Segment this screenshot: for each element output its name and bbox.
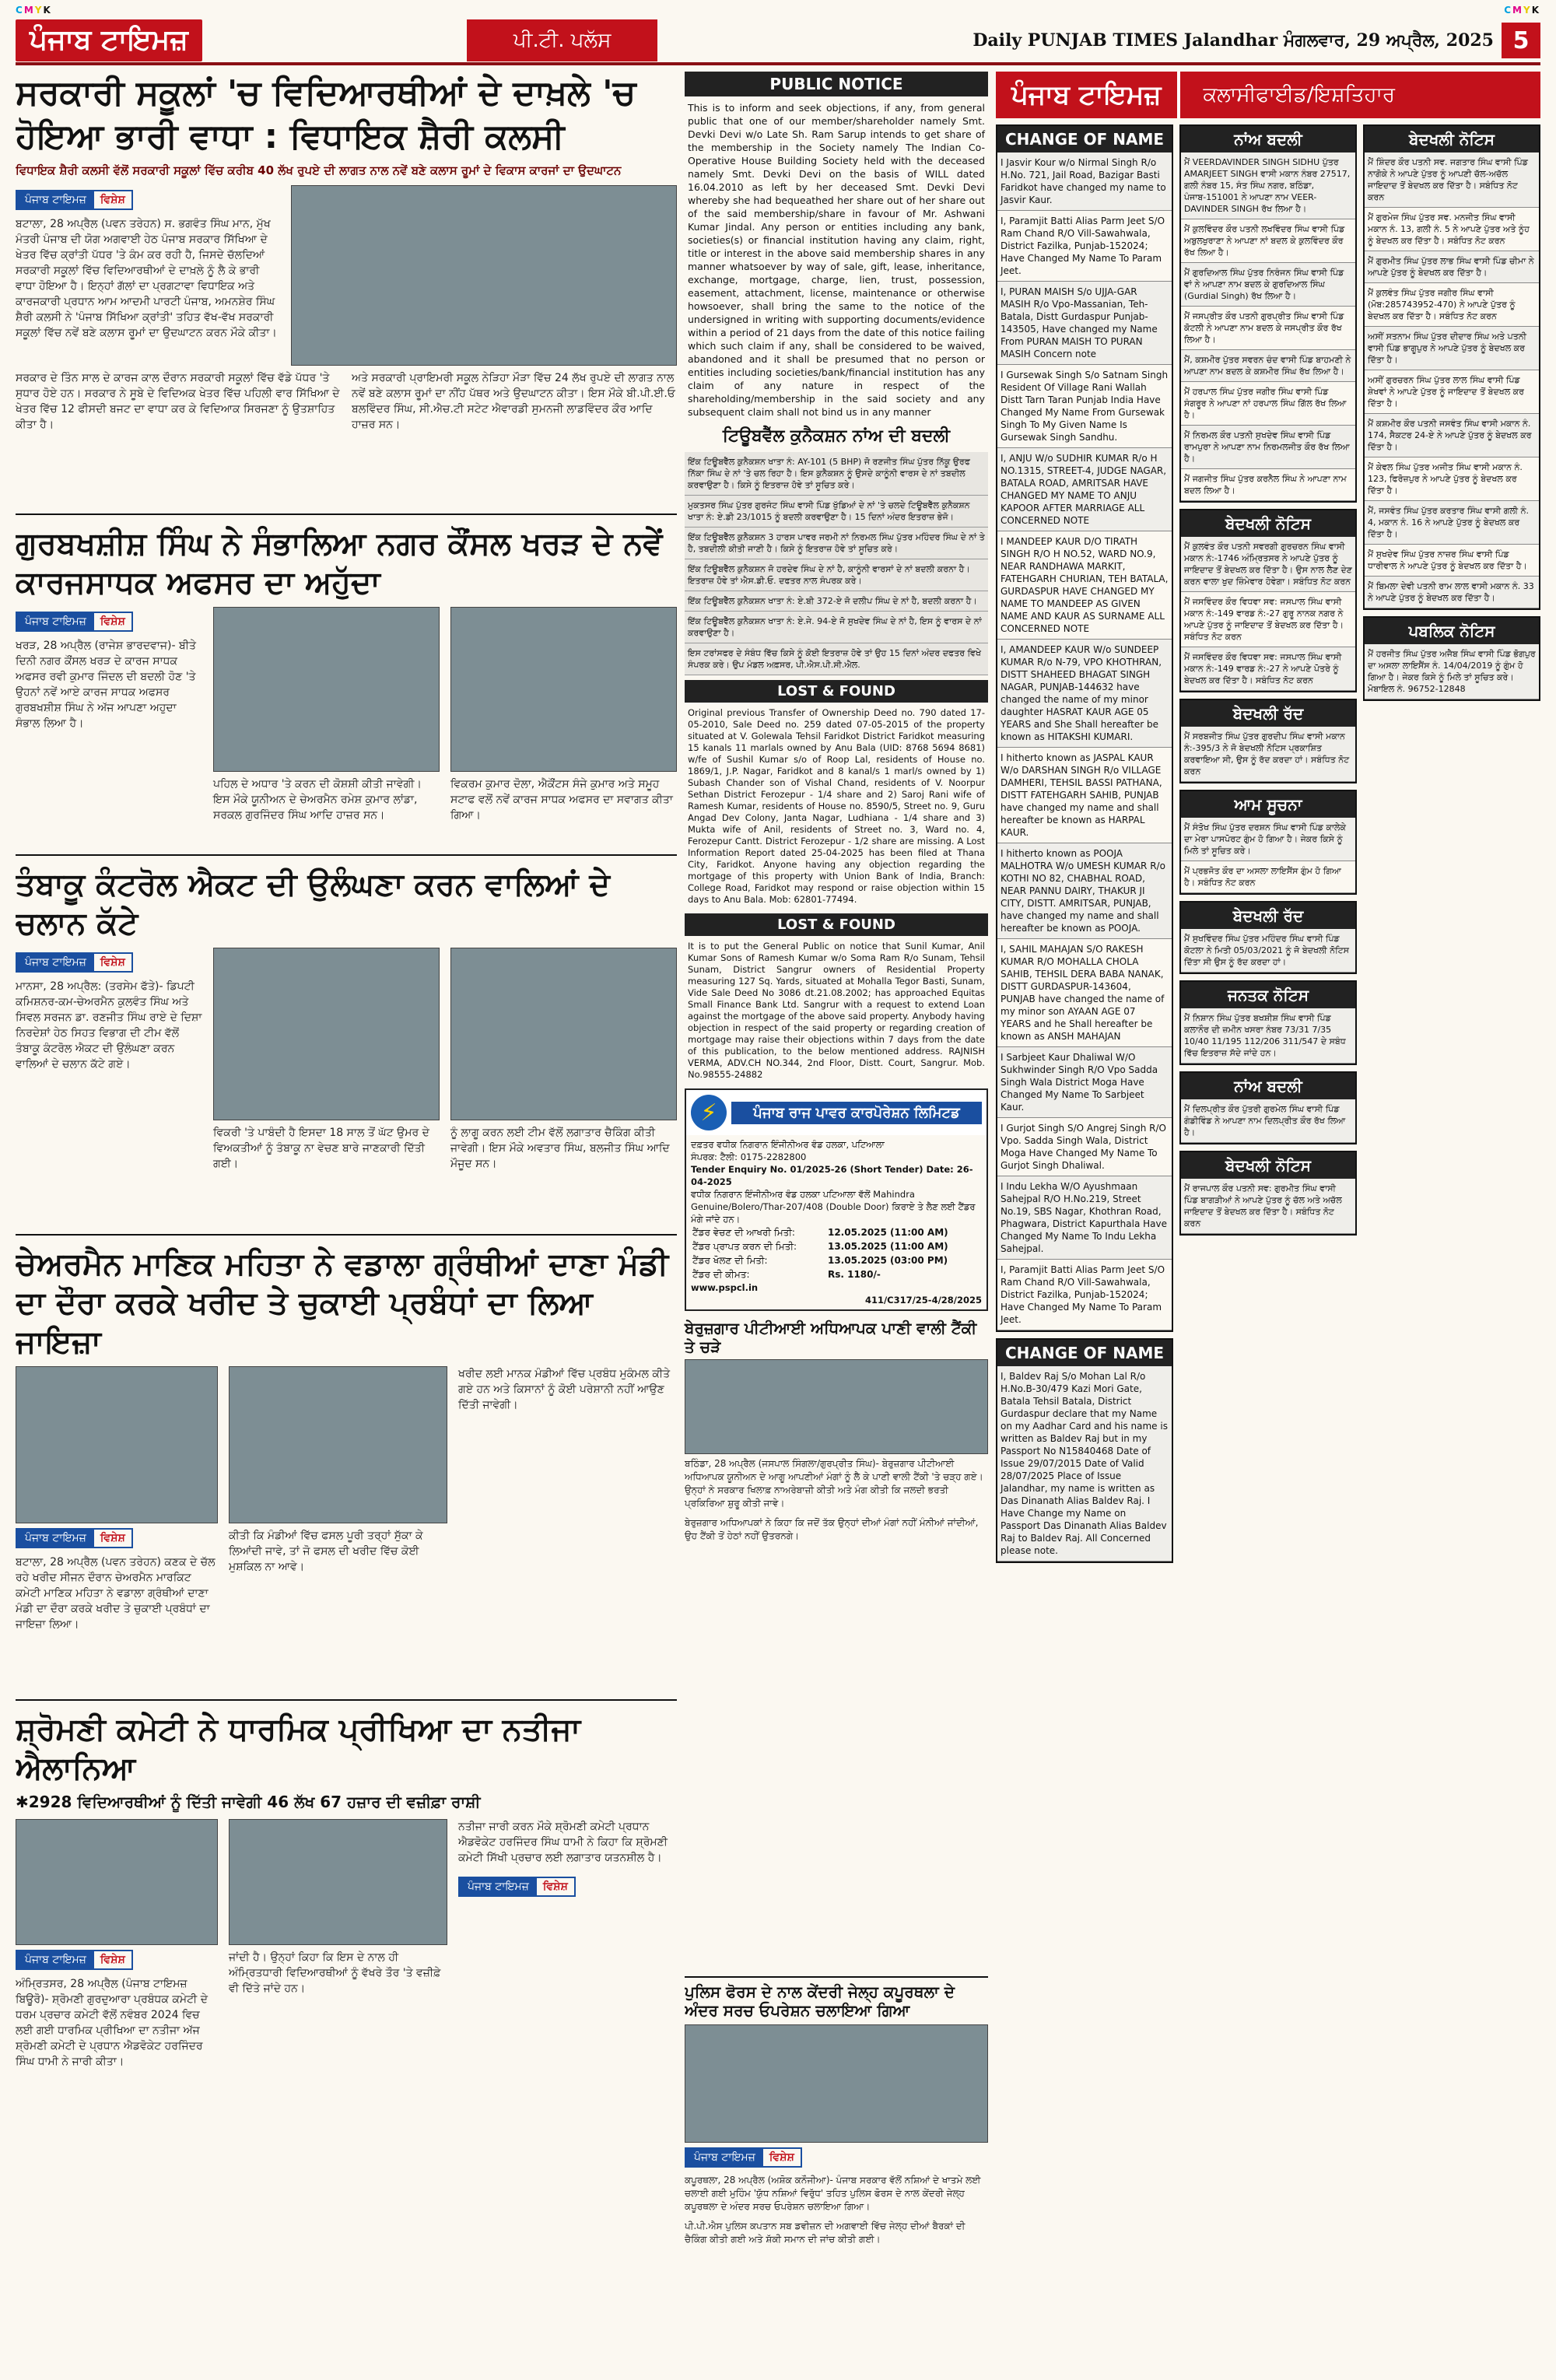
divider (16, 854, 677, 856)
lost-found-body: Original previous Transfer of Ownership Deed no. 790 dated 17-05-2010, Sale Deed no. 259 dated 07-05-2015 of the property situated at V. Golewala Tehsil Faridkot District Faridkot measuring 15 kanals 11 marlals owned by Anu Bala (UID: 8768 5694 8681) w/fe of Sushil Kumar s/o of Roop Lal, residents of House no. 1869/1, J.P. Nagar, Faridkot and 8 kanal/s 1 marl/s owned by 1) Subash Chander son of Vishal Chand, residents of V. Noorpur Sethan District Ferozepur - 1/4 share and 2) Saroj Rani wife of Ramesh Kumar, residents of House no. 8590/5, Street no. 9, Guru Angad Dev Colony, Janta Nagar, Ludhiana - 1/4 share and 3) Mukta wife of Anil, residents of Street no. 3, Ward no. 4, Ferozepur Cantt. District Ferozepur - 1/2 share are missing. A Lost Information Report dated 25-04-2025 has been filed at Thana City, Faridkot. Anyone having any objection regarding the mortgage of this property with Union Bank of India, Branch: College Road, Faridkot may respond or raise objection within 15 days to Anu Bala. Mob: 62801-77494. (688, 707, 985, 905)
list-item: I Gursewak Singh S/o Satnam Singh Resident Of Village Rani Wallah Distt Tarn Taran Punjab India Have Changed My Name From Gursewak Singh To My Given Name Is Gursewak Singh Sandhu. (997, 365, 1172, 448)
paragraph: ਮਾਨਸਾ, 28 ਅਪ੍ਰੈਲ: (ਤਰਸੇਮ ਫੱਤੇ)- ਡਿਪਟੀ ਕਮਿਸ਼ਨਰ-ਕਮ-ਚੇਅਰਮੈਨ ਕੁਲਵੰਤ ਸਿੰਘ ਅਤੇ ਸਿਵਲ ਸਰਜਨ ਡਾ. ਰਣਜੀਤ ਸਿੰਘ ਰਾਏ ਦੇ ਦਿਸ਼ਾ ਨਿਰਦੇਸ਼ਾਂ ਹੇਠ ਸਿਹਤ ਵਿਭਾਗ ਦੀ ਟੀਮ ਵੱਲੋਂ ਤੰਬਾਕੂ ਕੰਟਰੋਲ ਐਕਟ ਦੀ ਉਲੰਘਣਾ ਕਰਨ ਵਾਲਿਆਂ ਦੇ ਚਲਾਨ ਕੱਟੇ ਗਏ। (16, 980, 202, 1071)
tender-text: ਵਧੀਕ ਨਿਗਰਾਨ ਇੰਜੀਨੀਅਰ ਵੰਡ ਹਲਕਾ ਪਟਿਆਲਾ ਵੱਲੋਂ Mahindra Genuine/Bolero/Thar-207/408 (Double Door) ਕਿਰਾਏ ਤੇ ਲੈਣ ਲਈ ਟੈਂਡਰ ਮੰਗੇ ਜਾਂਦੇ ਹਨ। (691, 1189, 976, 1225)
list-item: ਮੈਂ ਕੁਲਵੰਤ ਸਿੰਘ ਪੁੱਤਰ ਜਗੀਰ ਸਿੰਘ ਵਾਸੀ (ਮੋਬ:285743952-470) ਨੇ ਆਪਣੇ ਪੁੱਤਰ ਨੂੰ ਬੇਦਖਲ ਕਰ ਦਿੱਤਾ ਹੈ। ਸਬੰਧਿਤ ਨੋਟ ਕਰਨ (1365, 283, 1539, 327)
table-cell: ਟੈਂਡਰ ਵੇਚਣ ਦੀ ਆਖਰੀ ਮਿਤੀ: (692, 1227, 795, 1238)
list-item: ਮੈਂ, ਕਸ਼ਮੀਰ ਪੁੱਤਰ ਸਵਰਨ ਚੰਦ ਵਾਸੀ ਪਿੰਡ ਬਾਹਮਣੀ ਨੇ ਆਪਣਾ ਨਾਮ ਬਦਲ ਕੇ ਕਸ਼ਮੀਰ ਸਿੰਘ ਰੱਖ ਲਿਆ ਹੈ। (1181, 350, 1355, 382)
list-item: ਇੱਕ ਟਿਊਬਵੈੱਲ ਕੁਨੈਕਸ਼ਨ ਜੋ ਹਰਦੇਵ ਸਿੰਘ ਦੇ ਨਾਂ ਹੈ, ਕਾਨੂੰਨੀ ਵਾਰਸਾਂ ਦੇ ਨਾਂ ਬਦਲੀ ਕਰਨਾ ਹੈ। ਇਤਰਾਜ਼ ਹੋਵੇ ਤਾਂ ਐਸ.ਡੀ.ਓ. ਦਫਤਰ ਨਾਲ ਸੰਪਰਕ ਕਰੇ। (685, 559, 988, 591)
list-item: ਇੱਕ ਟਿਊਬਵੈੱਲ ਕੁਨੈਕਸ਼ਨ 3 ਹਾਰਸ ਪਾਵਰ ਜਰਮੀ ਨਾਂ ਨਿਰਮਲ ਸਿੰਘ ਪੁੱਤਰ ਮਹਿੰਦਰ ਸਿੰਘ ਦੇ ਨਾਂ ਤੇ ਹੈ, ਤਬਦੀਲੀ ਕੀਤੀ ਜਾਣੀ ਹੈ। ਕਿਸੇ ਨੂੰ ਇਤਰਾਜ਼ ਹੋਵੇ ਤਾਂ ਸੂਚਿਤ ਕਰੇ। (685, 528, 988, 559)
box-title: ਬੇਦਖਲੀ ਰੱਦ (1181, 700, 1355, 727)
tubewell-list (685, 452, 988, 675)
list-item: ਮੈਂ ਬਿਮਲਾ ਦੇਵੀ ਪਤਨੀ ਰਾਮ ਲਾਲ ਵਾਸੀ ਮਕਾਨ ਨੰ. 33 ਨੇ ਆਪਣੇ ਪੁੱਤਰ ਨੂੰ ਬੇਦਖਲ ਕਰ ਦਿੱਤਾ ਹੈ। (1365, 577, 1539, 608)
table-cell: ਟੈਂਡਰ ਪ੍ਰਾਪਤ ਕਰਨ ਦੀ ਮਿਤੀ: (692, 1241, 797, 1252)
byline-tag (458, 1877, 576, 1897)
lost-found-body: It is to put the General Public on notice that Sunil Kumar, Anil Kumar Sons of Ramesh Kumar w/o Soma Ram R/o Sunam, Tehsil Sunam, District Sangrur owners of Residential Property measuring 127 Sq. Yards, situated at Mohalla Tegor Basti, Sunam, Vide Sale Deed No 3086 dt.21.08.2002; has approached Equitas Small Finance Bank Ltd. Sangrur with a request to extend Loan against the mortgage of the above said property. Anybody having objection in respect of the said property or regarding creation of mortgage may raise their objections within 7 days from the date of this publication, to the below mentioned address. RAJNISH VERMA, ADV.CH NO.344, 2nd Floor, Distt. Court, Sangrur. Mob. No.98555-24882 (688, 941, 985, 1080)
advertiser-name: ਪੰਜਾਬ ਰਾਜ ਪਾਵਰ ਕਾਰਪੋਰੇਸ਼ਨ ਲਿਮਿਟਡ (731, 1102, 982, 1124)
public-notice-body: This is to inform and seek objections, if any, from general public that one of our member/shareholder namely Smt. Devki Devi w/o Late Sh. Ram Sarup intends to get share of the membership in the Society namely The Indian Co-Operative House Building Society held with the deceased namely Smt. Devki Devi on the basis of WILL dated 16.04.2010 as left by her deceased Smt. Devki Devi whereby she had bequeathed her share out of her share out of the said membership/share in favour of Mr. Ashwani Kumar Jindal. Any person or entities including any bank, societies(s) or financial institution having any claim, right, title or interest in the above said membership shares in any manner whatsoever by way of sale, gift, lease, inheritance, exchange, mortgage, charge, lien, trust, possession, easement, attachment, license, maintenance or otherwise howsoever, shall bring the same to the notice of the undersigned in writing with supporting documents/evidence within a period of 21 days from the date of this notice failing which such claim if any, shall be considered to be waived, abandoned and it shall be presumed that no person or entities including societies/bank/financial institution has any claim of any nature in respect of the shareholding/membership in the said society and any subsequent claim shall not bind us in any manner (688, 102, 985, 418)
list-item: ਮੈਂ, ਜਸਵੰਤ ਸਿੰਘ ਪੁੱਤਰ ਕਰਤਾਰ ਸਿੰਘ ਵਾਸੀ ਗਲੀ ਨੰ. 4, ਮਕਾਨ ਨੰ. 16 ਨੇ ਆਪਣੇ ਪੁੱਤਰ ਨੂੰ ਬੇਦਖਲ ਕਰ ਦਿੱਤਾ ਹੈ। (1365, 501, 1539, 545)
story-photo (450, 607, 677, 772)
headline: ਸਰਕਾਰੀ ਸਕੂਲਾਂ 'ਚ ਵਿਦਿਆਰਥੀਆਂ ਦੇ ਦਾਖ਼ਲੇ 'ਚ ਹੋਇਆ ਭਾਰੀ ਵਾਧਾ : ਵਿਧਾਇਕ ਸ਼ੈਰੀ ਕਲਸੀ (16, 73, 636, 156)
table-cell: 13.05.2025 (11:00 AM) (827, 1241, 948, 1252)
list-item: I Indu Lekha W/O Ayushmaan Sahejpal R/O H.No.219, Street No.19, SBS Nagar, Khothran Road, Phagwara, District Kapurthala Have Changed My Name To Indu Lekha Sahejpal. (997, 1176, 1172, 1260)
lost-found-title: LOST & FOUND (685, 680, 988, 703)
cmyk-marks-right: CMYK (1504, 5, 1540, 16)
paragraph: ਕੀਤੀ ਕਿ ਮੰਡੀਆਂ ਵਿੱਚ ਫਸਲ ਪੂਰੀ ਤਰ੍ਹਾਂ ਸੁੱਕਾ ਕੇ ਲਿਆਂਦੀ ਜਾਵੇ, ਤਾਂ ਜੋ ਫਸਲ ਦੀ ਖਰੀਦ ਵਿੱਚ ਕੋਈ ਮੁਸ਼ਕਿਲ ਨਾ ਆਵੇ। (229, 1530, 423, 1573)
list-item: I, SAHIL MAHAJAN S/O RAKESH KUMAR R/O MOHALLA CHOLA SAHIB, TEHSIL DERA BABA NANAK, DISTT GURDASPUR-143604, PUNJAB have changed the name of my minor son AYAAN AGE 07 YEARS and he Shall hereafter be known as ANSH MAHAJAN (997, 939, 1172, 1047)
tag-brand: ਪੰਜਾਬ ਟਾਇਮਜ਼ (17, 613, 94, 630)
tag-label: ਵਿਸ਼ੇਸ਼ (100, 1532, 125, 1544)
story-photo (291, 185, 677, 366)
list-item: I MANDEEP KAUR D/O TIRATH SINGH R/O H NO.52, WARD NO.9, NEAR RANDHAWA MARKIT, FATEHGARH CHURIAN, TEH BATALA, GURDASPUR HAVE CHANGED MY NAME TO MANDEEP AS GIVEN NAME AND KAUR AS SURNAME ALL CONCERNED NOTE (997, 531, 1172, 640)
box-title: ਆਮ ਸੂਚਨਾ (1181, 791, 1355, 818)
paragraph: ਅਤੇ ਸਰਕਾਰੀ ਪ੍ਰਾਇਮਰੀ ਸਕੂਲ ਨੇੜਿਹਾ ਮੌੜਾ ਵਿੱਚ 24 ਲੱਖ ਰੁਪਏ ਦੀ ਲਾਗਤ ਨਾਲ ਨਵੇਂ ਬਣੇ ਕਲਾਸ ਰੂਮਾਂ ਦਾ ਨੀਂਹ ਪੱਥਰ ਅਤੇ ਉਦਘਾਟਨ ਕੀਤਾ। ਇਸ ਮੌਕੇ ਬੀ.ਪੀ.ਈ.ਓ ਬਲਵਿੰਦਰ ਸਿੰਘ, ਸੀ.ਐਚ.ਟੀ ਸਟੇਟ ਐਵਾਰਡੀ ਸੁਮਨਜੀ ਲਾਡਵਿੰਦਰ ਕੌਰ ਆਦਿ ਹਾਜ਼ਰ ਸਨ। (352, 372, 675, 431)
naam-badli-box (1179, 1071, 1357, 1144)
box-title: CHANGE OF NAME (997, 1340, 1172, 1366)
classifieds-column (996, 72, 1540, 2361)
list-item: ਮੈਂ ਹਰਜੀਤ ਸਿੰਘ ਪੁੱਤਰ ਅਜੈਬ ਸਿੰਘ ਵਾਸੀ ਪਿੰਡ ਭੋਗਪੁਰ ਦਾ ਅਸਲਾ ਲਾਇਸੈਂਸ ਨੰ. 14/04/2019 ਨੂੰ ਗੁੰਮ ਹੋ ਗਿਆ ਹੈ। ਜੇਕਰ ਕਿਸੇ ਨੂੰ ਮਿਲੇ ਤਾਂ ਸੂਚਿਤ ਕਰੇ। ਮੋਬਾਇਲ ਨੰ. 96752-12848 (1365, 644, 1539, 699)
aam-soochna-box (1179, 790, 1357, 895)
paragraph: ਵਿਕਰੀ 'ਤੇ ਪਾਬੰਦੀ ਹੈ ਇਸਦਾ 18 ਸਾਲ ਤੋਂ ਘੱਟ ਉਮਰ ਦੇ ਵਿਅਕਤੀਆਂ ਨੂੰ ਤੰਬਾਕੂ ਨਾ ਵੇਚਣ ਬਾਰੇ ਜਾਣਕਾਰੀ ਦਿੱਤੀ ਗਈ। (213, 1127, 429, 1170)
list-item: I, ANJU W/o SUDHIR KUMAR R/o H NO.1315, STREET-4, JUDGE NAGAR, BATALA ROAD, AMRITSAR HAVE CHANGED MY NAME TO ANJU KAPOOR AFTER MARRIAGE ALL CONCERNED NOTE (997, 448, 1172, 531)
list-item: ਅਸੀਂ ਸਤਨਾਮ ਸਿੰਘ ਪੁੱਤਰ ਦੀਦਾਰ ਸਿੰਘ ਅਤੇ ਪਤਨੀ ਵਾਸੀ ਪਿੰਡ ਭਾਗੂਪੁਰ ਨੇ ਆਪਣੇ ਪੁੱਤਰ ਨੂੰ ਬੇਦਖਲ ਕਰ ਦਿੱਤਾ ਹੈ। (1365, 327, 1539, 370)
list-item: ਮੁਕਤਸਰ ਸਿੰਘ ਪੁੱਤਰ ਗੁਰਜੰਟ ਸਿੰਘ ਵਾਸੀ ਪਿੰਡ ਖੁੱਡਿਆਂ ਦੇ ਨਾਂ 'ਤੇ ਚਲਦੇ ਟਿਊਬਵੈੱਲ ਕੁਨੈਕਸ਼ਨ ਖਾਤਾ ਨੰ: ਏ.ਡੀ 23/1015 ਨੂੰ ਬਦਲੀ ਕਰਵਾਉਣਾ ਹੈ। 15 ਦਿਨਾਂ ਅੰਦਰ ਇਤਰਾਜ਼ ਭੇਜੋ। (685, 496, 988, 528)
list-item: I, Paramjit Batti Alias Parm Jeet S/O Ram Chand R/O Vill-Sawahwala, District Fazilka, Punjab-152024; Have Changed My Name To Param Jeet. (997, 1260, 1172, 1330)
list-item: I, PURAN MAISH S/o UJJA-GAR MASIH R/o Vpo-Massanian, Teh-Batala, Distt Gurdaspur Punjab-143505, Have changed my Name From PURAN MAISH TO PURAN MASIH Concern note (997, 282, 1172, 365)
paragraph: ਬਠਿੰਡਾ, 28 ਅਪ੍ਰੈਲ (ਜਸਪਾਲ ਸਿੰਗਲਾ/ਗੁਰਪ੍ਰੀਤ ਸਿੰਘ)- ਬੇਰੁਜ਼ਗਾਰ ਪੀਟੀਆਈ ਅਧਿਆਪਕ ਯੂਨੀਅਨ ਦੇ ਆਗੂ ਆਪਣੀਆਂ ਮੰਗਾਂ ਨੂੰ ਲੈ ਕੇ ਪਾਣੀ ਵਾਲੀ ਟੈਂਕੀ 'ਤੇ ਚੜ੍ਹ ਗਏ। ਉਨ੍ਹਾਂ ਨੇ ਸਰਕਾਰ ਖਿਲਾਫ਼ ਨਾਅਰੇਬਾਜ਼ੀ ਕੀਤੀ ਅਤੇ ਮੰਗ ਕੀਤੀ ਕਿ ਜਲਦੀ ਭਰਤੀ ਪ੍ਰਕਿਰਿਆ ਸ਼ੁਰੂ ਕੀਤੀ ਜਾਵੇ। (685, 1458, 983, 1509)
masthead-section: ਪੀ.ਟੀ. ਪਲੱਸ (467, 19, 658, 61)
list-item: ਇੱਕ ਟਿਊਬਵੈੱਲ ਕੁਨੈਕਸ਼ਨ ਖਾਤਾ ਨੰ: AY-101 (5 BHP) ਜੋ ਰਣਜੀਤ ਸਿੰਘ ਪੁੱਤਰ ਨਿੱਕੂ ਉਰਫ ਨਿੱਕਾ ਸਿੰਘ ਦੇ ਨਾਂ 'ਤੇ ਚਲ ਰਿਹਾ ਹੈ। ਇਸ ਕੁਨੈਕਸ਼ਨ ਨੂੰ ਉਸਦੇ ਕਾਨੂੰਨੀ ਵਾਰਸ ਦੇ ਨਾਂ ਤਬਦੀਲ ਕਰਵਾਉਣਾ ਹੈ। ਕਿਸੇ ਨੂੰ ਇਤਰਾਜ਼ ਹੋਵੇ ਤਾਂ ਸੂਚਿਤ ਕਰੇ। (685, 452, 988, 496)
tag-label: ਵਿਸ਼ੇਸ਼ (769, 2151, 794, 2164)
list-item: ਮੈਂ ਪ੍ਰਭਜੋਤ ਕੌਰ ਦਾ ਅਸਲਾ ਲਾਇਸੈਂਸ ਗੁੰਮ ਹੋ ਗਿਆ ਹੈ। ਸਬੰਧਿਤ ਨੋਟ ਕਰਨ (1181, 861, 1355, 893)
list-item: ਮੈਂ ਸੁਖਦੇਵ ਸਿੰਘ ਪੁੱਤਰ ਨਾਜ਼ਰ ਸਿੰਘ ਵਾਸੀ ਪਿੰਡ ਧਾਰੀਵਾਲ ਨੇ ਆਪਣੇ ਪੁੱਤਰ ਨੂੰ ਬੇਦਖਲ ਕਰ ਦਿੱਤਾ ਹੈ। (1365, 545, 1539, 577)
story-photo (685, 1359, 988, 1454)
tag-label: ਵਿਸ਼ੇਸ਼ (100, 615, 125, 628)
table-row (691, 1253, 982, 1267)
paragraph: ਜਾਂਦੀ ਹੈ। ਉਨ੍ਹਾਂ ਕਿਹਾ ਕਿ ਇਸ ਦੇ ਨਾਲ ਹੀ ਅੰਮ੍ਰਿਤਧਾਰੀ ਵਿਦਿਆਰਥੀਆਂ ਨੂੰ ਵੱਖਰੇ ਤੌਰ 'ਤੇ ਵਜ਼ੀਫ਼ੇ ਵੀ ਦਿੱਤੇ ਜਾਂਦੇ ਹਨ। (229, 1951, 441, 1995)
paragraph: ਨਤੀਜਾ ਜਾਰੀ ਕਰਨ ਮੌਕੇ ਸ਼੍ਰੋਮਣੀ ਕਮੇਟੀ ਪ੍ਰਧਾਨ ਐਡਵੋਕੇਟ ਹਰਜਿੰਦਰ ਸਿੰਘ ਧਾਮੀ ਨੇ ਕਿਹਾ ਕਿ ਸ਼੍ਰੋਮਣੀ ਕਮੇਟੀ ਸਿੱਖੀ ਪ੍ਰਚਾਰ ਲਈ ਲਗਾਤਾਰ ਯਤਨਸ਼ੀਲ ਹੈ। (458, 1821, 668, 1864)
classifieds-brand: ਪੰਜਾਬ ਟਾਇਮਜ਼ (996, 72, 1177, 118)
list-item: ਮੈਂ ਕੁਲਵਿੰਦਰ ਕੌਰ ਪਤਨੀ ਲਖਵਿੰਦਰ ਸਿੰਘ ਵਾਸੀ ਪਿੰਡ ਅਬੁਲਖੁਰਾਣਾ ਨੇ ਆਪਣਾ ਨਾਂ ਬਦਲ ਕੇ ਕੁਲਵਿੰਦਰ ਕੌਰ ਰੱਖ ਲਿਆ ਹੈ। (1181, 219, 1355, 263)
masthead (16, 19, 1540, 65)
table-cell: 13.05.2025 (03:00 PM) (827, 1255, 948, 1266)
badli-radd-box (1179, 699, 1357, 783)
dek: ਵਿਧਾਇਕ ਸ਼ੈਰੀ ਕਲਸੀ ਵੱਲੋਂ ਸਰਕਾਰੀ ਸਕੂਲਾਂ ਵਿੱਚ ਕਰੀਬ 40 ਲੱਖ ਰੁਪਏ ਦੀ ਲਾਗਤ ਨਾਲ ਨਵੇਂ ਬਣੇ ਕਲਾਸ ਰੂਮਾਂ ਦੇ ਵਿਕਾਸ ਕਾਰਜਾਂ ਦਾ ਉਦਘਾਟਨ (16, 163, 622, 177)
story-kharar-eo (16, 521, 677, 848)
list-item: ਮੈਂ ਦਿਲਪ੍ਰੀਤ ਕੌਰ ਪੁੱਤਰੀ ਗੁਰਮੇਲ ਸਿੰਘ ਵਾਸੀ ਪਿੰਡ ਗੰਡੀਵਿੰਡ ਨੇ ਆਪਣਾ ਨਾਮ ਦਿਲਪ੍ਰੀਤ ਕੌਰ ਰੱਖ ਲਿਆ ਹੈ। (1181, 1099, 1355, 1143)
byline-tag (16, 190, 133, 210)
box-title: ਬੇਦਖਲੀ ਨੋਟਿਸ (1365, 126, 1539, 152)
pspcl-tender-ad (685, 1088, 988, 1311)
list-item: I Sarbjeet Kaur Dhaliwal W/O Sukhwinder Singh R/O Vpo Sadda Singh Wala District Moga Have Changed My Name To Sarbjeet Kaur. (997, 1047, 1172, 1118)
list-item: ਮੈਂ ਜਗਜੀਤ ਸਿੰਘ ਪੁੱਤਰ ਕਰਨੈਲ ਸਿੰਘ ਨੇ ਆਪਣਾ ਨਾਮ ਬਦਲ ਲਿਆ ਹੈ। (1181, 469, 1355, 501)
table-row (691, 1225, 982, 1239)
list-item: ਮੈਂ ਹਰਪਾਲ ਸਿੰਘ ਪੁੱਤਰ ਜਗੀਰ ਸਿੰਘ ਵਾਸੀ ਪਿੰਡ ਸੰਗਰੂਰ ਨੇ ਆਪਣਾ ਨਾਂ ਹਰਪਾਲ ਸਿੰਘ ਗਿੱਲ ਰੱਖ ਲਿਆ ਹੈ। (1181, 382, 1355, 426)
story-jail-search (685, 1976, 988, 2363)
bedakhli-box (1179, 509, 1357, 692)
paragraph: ਵਿਕਰਮ ਕੁਮਾਰ ਦੋਲਾ, ਐਕੌਂਟਸ ਸੰਜੇ ਕੁਮਾਰ ਅਤੇ ਸਮੂਹ ਸਟਾਫ ਵਲੋਂ ਨਵੇਂ ਕਾਰਜ ਸਾਧਕ ਅਫਸਰ ਦਾ ਸਵਾਗਤ ਕੀਤਾ ਗਿਆ। (450, 778, 673, 822)
paragraph: ਬੇਰੁਜ਼ਗਾਰ ਅਧਿਆਪਕਾਂ ਨੇ ਕਿਹਾ ਕਿ ਜਦੋਂ ਤੱਕ ਉਨ੍ਹਾਂ ਦੀਆਂ ਮੰਗਾਂ ਨਹੀਂ ਮੰਨੀਆਂ ਜਾਂਦੀਆਂ, ਉਹ ਟੈਂਕੀ ਤੋਂ ਹੇਠਾਂ ਨਹੀਂ ਉਤਰਨਗੇ। (685, 1517, 979, 1541)
list-item: ਇਸ ਟਰਾਂਸਫਰ ਦੇ ਸੰਬੰਧ ਵਿੱਚ ਕਿਸੇ ਨੂੰ ਕੋਈ ਇਤਰਾਜ਼ ਹੋਵੇ ਤਾਂ ਉਹ 15 ਦਿਨਾਂ ਅੰਦਰ ਦਫਤਰ ਵਿਖੇ ਸੰਪਰਕ ਕਰੇ। ਉਪ ਮੰਡਲ ਅਫ਼ਸਰ, ਪੀ.ਐਸ.ਪੀ.ਸੀ.ਐਲ. (685, 643, 988, 675)
byline-tag (16, 612, 133, 632)
box-title: ਪਬਲਿਕ ਨੋਟਿਸ (1365, 618, 1539, 644)
tender-dates-table (691, 1225, 982, 1281)
story-body (16, 216, 280, 341)
list-item: ਮੈਂ ਜਸਵਿੰਦਰ ਕੌਰ ਵਿਧਵਾ ਸਵ: ਜਸਪਾਲ ਸਿੰਘ ਵਾਸੀ ਮਕਾਨ ਨੰ:-149 ਵਾਰਡ ਨੰ:-27 ਨੇ ਆਪਣੇ ਪੋਤਰੇ ਨੂੰ ਬੇਦਖਲ ਕਰ ਦਿੱਤਾ ਹੈ। ਸਬੰਧਿਤ ਨੋਟ ਕਰਨ (1181, 647, 1355, 691)
box-title: ਬੇਦਖਲੀ ਨੋਟਿਸ (1181, 1152, 1355, 1179)
table-cell: ਟੈਂਡਰ ਦੀ ਕੀਮਤ: (692, 1269, 750, 1280)
list-item: ਮੈਂ ਨਿਸ਼ਾਨ ਸਿੰਘ ਪੁੱਤਰ ਬਖਸ਼ੀਸ਼ ਸਿੰਘ ਵਾਸੀ ਪਿੰਡ ਕਲਾਨੌਰ ਦੀ ਜ਼ਮੀਨ ਖਸਰਾ ਨੰਬਰ 73/31 7/35 10/40 11/195 112/206 311/547 ਦੇ ਸਬੰਧ ਵਿੱਚ ਇਤਰਾਜ਼ ਸੱਦੇ ਜਾਂਦੇ ਹਨ। (1181, 1008, 1355, 1064)
dek: ✱2928 ਵਿਦਿਆਰਥੀਆਂ ਨੂੰ ਦਿੱਤੀ ਜਾਵੇਗੀ 46 ਲੱਖ 67 ਹਜ਼ਾਰ ਦੀ ਵਜ਼ੀਫ਼ਾ ਰਾਸ਼ੀ (16, 1793, 481, 1811)
headline: ਪੁਲਿਸ ਫੋਰਸ ਦੇ ਨਾਲ ਕੇਂਦਰੀ ਜੇਲ੍ਹ ਕਪੂਰਥਲਾ ਦੇ ਅੰਦਰ ਸਰਚ ਓਪਰੇਸ਼ਨ ਚਲਾਇਆ ਗਿਆ (685, 1982, 955, 2020)
box-title: ਨਾਂਅ ਬਦਲੀ (1181, 126, 1355, 152)
list-item: ਮੈਂ ਜਸਵਿੰਦਰ ਕੌਰ ਵਿਧਵਾ ਸਵ: ਜਸਪਾਲ ਸਿੰਘ ਵਾਸੀ ਮਕਾਨ ਨੰ:-149 ਵਾਰਡ ਨੰ:-27 ਗੁਰੂ ਨਾਨਕ ਨਗਰ ਨੇ ਆਪਣੇ ਪੁੱਤਰ ਨੂੰ ਜਾਇਦਾਦ ਤੋਂ ਬੇਦਖਲ ਕਰ ਦਿੱਤਾ ਹੈ। ਸਬੰਧਿਤ ਨੋਟ ਕਰਨ (1181, 592, 1355, 647)
list-item: ਮੈਂ ਗੁਰਮੇਜ ਸਿੰਘ ਪੁੱਤਰ ਸਵ. ਮਨਜੀਤ ਸਿੰਘ ਵਾਸੀ ਮਕਾਨ ਨੰ. 13, ਗਲੀ ਨੰ. 5 ਨੇ ਆਪਣੇ ਪੁੱਤਰ ਅਤੇ ਨੂੰਹ ਨੂੰ ਬੇਦਖਲ ਕਰ ਦਿੱਤਾ ਹੈ। ਸਬੰਧਿਤ ਨੋਟ ਕਰਨ (1365, 208, 1539, 251)
table-row (691, 1267, 982, 1281)
list-item: ਮੈਂ ਗੁਰਮੀਤ ਸਿੰਘ ਪੁੱਤਰ ਲਾਭ ਸਿੰਘ ਵਾਸੀ ਪਿੰਡ ਚੀਮਾ ਨੇ ਆਪਣੇ ਪੁੱਤਰ ਨੂੰ ਬੇਦਖਲ ਕਰ ਦਿੱਤਾ ਹੈ। (1365, 251, 1539, 283)
list-item: I, Baldev Raj S/o Mohan Lal R/o H.No.B-30/479 Kazi Mori Gate, Batala Tehsil Batala, District Gurdaspur declare that my Name on my Aadhar Card and his name is written as Baldev Raj but in my Passport No N15840468 Date of Issue 29/07/2015 Date of Valid 28/07/2025 Place of Issue Jalandhar, my name is written as Das Dinanath Alias Baldev Raj. I Have Change my Name on Passport Das Dinanath Alias Baldev Raj to Baldev Raj. All Concerned please note. (997, 1366, 1172, 1562)
story-sgpc-result (16, 1707, 677, 2143)
tag-brand: ਪੰਜਾਬ ਟਾਇਮਜ਼ (686, 2149, 763, 2166)
classifieds-col-1 (996, 124, 1173, 1569)
list-item: ਮੈਂ ਜਸਪ੍ਰੀਤ ਕੌਰ ਪਤਨੀ ਗੁਰਪ੍ਰੀਤ ਸਿੰਘ ਵਾਸੀ ਪਿੰਡ ਕੋਟਲੀ ਨੇ ਆਪਣਾ ਨਾਮ ਬਦਲ ਕੇ ਜਸਪ੍ਰੀਤ ਕੌਰ ਰੱਖ ਲਿਆ ਹੈ। (1181, 307, 1355, 350)
list-item: ਅਸੀਂ ਗੁਰਚਰਨ ਸਿੰਘ ਪੁੱਤਰ ਲਾਲ ਸਿੰਘ ਵਾਸੀ ਪਿੰਡ ਸ਼ੇਖਵਾਂ ਨੇ ਆਪਣੇ ਪੁੱਤਰ ਨੂੰ ਜਾਇਦਾਦ ਤੋਂ ਬੇਦਖਲ ਕਰ ਦਿੱਤਾ ਹੈ। (1365, 370, 1539, 414)
list-item: I Jasvir Kour w/o Nirmal Singh R/o H.No. 721, Jail Road, Bazigar Basti Faridkot have changed my name to Jasvir Kaur. (997, 152, 1172, 211)
list-item: ਇੱਕ ਟਿਊਬਵੈੱਲ ਕੁਨੈਕਸ਼ਨ ਖਾਤਾ ਨੰ: ਏ.ਬੀ 372-ਏ ਜੋ ਦਲੀਪ ਸਿੰਘ ਦੇ ਨਾਂ ਹੈ, ਬਦਲੀ ਕਰਨਾ ਹੈ। (685, 591, 988, 612)
phone-line: ਸੰਪਰਕ: ਟੈਲੀ: 0175-2282800 (691, 1151, 807, 1162)
story-photo (16, 1366, 218, 1523)
public-notice-title: PUBLIC NOTICE (685, 72, 988, 96)
bedakhli-radd-box (1179, 901, 1357, 974)
paragraph: ਪਹਿਲ ਦੇ ਅਧਾਰ 'ਤੇ ਕਰਨ ਦੀ ਕੋਸ਼ਸ਼ੀ ਕੀਤੀ ਜਾਵੇਗੀ। ਇਸ ਮੌਕੇ ਯੂਨੀਅਨ ਦੇ ਚੇਅਰਮੈਨ ਰਮੇਸ਼ ਕੁਮਾਰ ਲਾਂਡਾ, ਸਰਕਲ ਗੁਰਜਿੰਦਰ ਸਿੰਘ ਆਦਿ ਹਾਜ਼ਰ ਸਨ। (213, 778, 422, 822)
list-item: I hitherto known as POOJA MALHOTRA W/o UMESH KUMAR R/o KOTHI NO 82, CHABHAL ROAD, NEAR PANNU DAIRY, THAKUR JI CITY, DISTT. AMRITSAR, PUNJAB, have changed my name and shall hereafter be known as POOJA. (997, 843, 1172, 939)
masthead-brand: ਪੰਜਾਬ ਟਾਇਮਜ਼ (16, 19, 202, 61)
headline: ਤੰਬਾਕੂ ਕੰਟਰੋਲ ਐਕਟ ਦੀ ਉਲੰਘਣਾ ਕਰਨ ਵਾਲਿਆਂ ਦੇ ਚਲਾਨ ਕੱਟੇ (16, 867, 611, 941)
classifieds-col-3 (1363, 124, 1540, 1569)
table-cell: 12.05.2025 (11:00 AM) (827, 1227, 948, 1238)
page-number: 5 (1502, 23, 1540, 58)
paragraph: ਸਰਕਾਰ ਦੇ ਤਿੰਨ ਸਾਲ ਦੇ ਕਾਰਜ ਕਾਲ ਦੌਰਾਨ ਸਰਕਾਰੀ ਸਕੂਲਾਂ ਵਿੱਚ ਵੱਡੇ ਪੱਧਰ 'ਤੇ ਸੁਧਾਰ ਹੋਏ ਹਨ। ਸਰਕਾਰ ਨੇ ਸੂਬੇ ਦੇ ਵਿਦਿਅਕ ਖੇਤਰ ਵਿੱਚ ਪਹਿਲੀ ਵਾਰ ਸਿੱਖਿਆ ਦੇ ਖੇਤਰ ਵਿੱਚ 12 ਫੀਸਦੀ ਬਜਟ ਦਾ ਵਾਧਾ ਕਰ ਕੇ ਵਿਦਿਆਕ ਸਿਰਜਣਾ ਨੂੰ ਉਤਸ਼ਾਹਿਤ ਕੀਤਾ ਹੈ। (16, 372, 340, 431)
paragraph: ਖਰੀਦ ਲਈ ਮਾਨਕ ਮੰਡੀਆਂ ਵਿੱਚ ਪ੍ਰਬੰਧ ਮੁਕੰਮਲ ਕੀਤੇ ਗਏ ਹਨ ਅਤੇ ਕਿਸਾਨਾਂ ਨੂੰ ਕੋਈ ਪਰੇਸ਼ਾਨੀ ਨਹੀਂ ਆਉਣ ਦਿੱਤੀ ਜਾਵੇਗੀ। (458, 1368, 671, 1411)
byline-tag (685, 2147, 802, 2168)
list-item: I hitherto known as JASPAL KAUR W/o DARSHAN SINGH R/o VILLAGE DAMHERI, TEHSIL BASSI PATHANA, DISTT FATEHGARH SAHIB, PUNJAB have changed my name and shall hereafter be known as HARPAL KAUR. (997, 748, 1172, 843)
list-item: ਮੈਂ ਕੇਵਲ ਸਿੰਘ ਪੁੱਤਰ ਅਜੀਤ ਸਿੰਘ ਵਾਸੀ ਮਕਾਨ ਨੰ. 123, ਫਿਰੋਜ਼ਪੁਰ ਨੇ ਆਪਣੇ ਪੁੱਤਰ ਨੂੰ ਬੇਦਖਲ ਕਰ ਦਿੱਤਾ ਹੈ। (1365, 457, 1539, 501)
headline: ਗੁਰਬਖਸ਼ੀਸ਼ ਸਿੰਘ ਨੇ ਸੰਭਾਲਿਆ ਨਗਰ ਕੌਂਸਲ ਖਰੜ ਦੇ ਨਵੇਂ ਕਾਰਜਸਾਧਕ ਅਫਸਰ ਦਾ ਅਹੁੱਦਾ (16, 526, 663, 601)
list-item: ਮੈਂ ਸਰਬਜੀਤ ਸਿੰਘ ਪੁੱਤਰ ਗੁਰਦੀਪ ਸਿੰਘ ਵਾਸੀ ਮਕਾਨ ਨੰ:-395/3 ਨੇ ਜੋ ਬੇਦਖਲੀ ਨੋਟਿਸ ਪ੍ਰਕਾਸ਼ਿਤ ਕਰਵਾਇਆ ਸੀ, ਉਸ ਨੂੰ ਰੱਦ ਕਰਦਾ ਹਾਂ। ਸਬੰਧਿਤ ਨੋਟ ਕਰਨ (1181, 727, 1355, 782)
tag-label: ਵਿਸ਼ੇਸ਼ (100, 194, 125, 206)
masthead-dateline: Daily PUNJAB TIMES Jalandhar ਮੰਗਲਵਾਰ, 29 ਅਪ੍ਰੈਲ, 2025 (972, 30, 1494, 51)
story-photo (450, 948, 677, 1120)
divider (16, 1699, 677, 1701)
story-mandi-visit (16, 1242, 677, 1693)
naam-badli-box (1179, 124, 1357, 503)
list-item: ਮੈਂ ਸ਼ਿੰਦਰ ਕੌਰ ਪਤਨੀ ਸਵ. ਜਗਤਾਰ ਸਿੰਘ ਵਾਸੀ ਪਿੰਡ ਨਾਗੋਕੇ ਨੇ ਆਪਣੇ ਪੁੱਤਰ ਨੂੰ ਆਪਣੀ ਚੱਲ-ਅਚੱਲ ਜਾਇਦਾਦ ਤੋਂ ਬੇਦਖਲ ਕਰ ਦਿੱਤਾ ਹੈ। ਸਬੰਧਿਤ ਨੋਟ ਕਰਨ (1365, 152, 1539, 208)
list-item: I Gurjot Singh S/O Angrej Singh R/O Vpo. Sadda Singh Wala, District Moga Have Changed My Name To Gurjot Singh Dhaliwal. (997, 1118, 1172, 1176)
table-row (691, 1239, 982, 1253)
paragraph: ਖਰੜ, 28 ਅਪ੍ਰੈਲ (ਰਾਜੇਸ਼ ਭਾਰਦਵਾਜ)- ਬੀਤੇ ਦਿਨੀ ਨਗਰ ਕੌਂਸਲ ਖਰੜ ਦੇ ਕਾਰਜ ਸਾਧਕ ਅਫਸਰ ਰਵੀ ਕੁਮਾਰ ਜਿੰਦਲ ਦੀ ਬਦਲੀ ਹੋਣ 'ਤੇ ਉਹਨਾਂ ਨਵੇਂ ਆਏ ਕਾਰਜ ਸਾਧਕ ਅਫਸਰ ਗੁਰਬਖਸ਼ੀਸ਼ ਸਿੰਘ ਨੇ ਅੱਜ ਆਪਣਾ ਅਹੁਦਾ ਸੰਭਾਲ ਲਿਆ ਹੈ। (16, 640, 196, 730)
change-of-name-box (996, 124, 1173, 1332)
tag-label: ਵਿਸ਼ੇਸ਼ (542, 1881, 568, 1893)
tag-brand: ਪੰਜਾਬ ਟਾਇਮਜ਼ (17, 1530, 94, 1547)
box-title: ਜਨਤਕ ਨੋਟਿਸ (1181, 982, 1355, 1008)
paragraph: ਕਪੂਰਥਲਾ, 28 ਅਪ੍ਰੈਲ (ਅਸ਼ੋਕ ਕਨੌਜੀਆ)- ਪੰਜਾਬ ਸਰਕਾਰ ਵੱਲੋਂ ਨਸ਼ਿਆਂ ਦੇ ਖਾਤਮੇ ਲਈ ਚਲਾਈ ਗਈ ਮੁਹਿੰਮ 'ਯੁੱਧ ਨਸ਼ਿਆਂ ਵਿਰੁੱਧ' ਤਹਿਤ ਪੁਲਿਸ ਫੋਰਸ ਦੇ ਨਾਲ ਕੇਂਦਰੀ ਜੇਲ੍ਹ ਕਪੂਰਥਲਾ ਦੇ ਅੰਦਰ ਸਰਚ ਓਪਰੇਸ਼ਨ ਚਲਾਇਆ ਗਿਆ। (685, 2175, 981, 2212)
story-photo (16, 1819, 218, 1945)
headline: ਸ਼੍ਰੋਮਣੀ ਕਮੇਟੀ ਨੇ ਧਾਰਮਿਕ ਪ੍ਰੀਖਿਆ ਦਾ ਨਤੀਜਾ ਐਲਾਨਿਆ (16, 1712, 581, 1786)
classifieds-header (996, 72, 1540, 118)
list-item: ਮੈਂ ਗੁਰਦਿਆਲ ਸਿੰਘ ਪੁੱਤਰ ਨਿਰੰਜਨ ਸਿੰਘ ਵਾਸੀ ਪਿੰਡ ਵਾਂ ਨੇ ਆਪਣਾ ਨਾਮ ਬਦਲ ਕੇ ਗੁਰਦਿਆਲ ਸਿੰਘ (Gurdial Singh) ਰੱਖ ਲਿਆ ਹੈ। (1181, 263, 1355, 307)
list-item: ਮੈਂ ਨਿਰਮਲ ਕੌਰ ਪਤਨੀ ਸੁਖਦੇਵ ਸਿੰਘ ਵਾਸੀ ਪਿੰਡ ਰਾਮਪੁਰਾ ਨੇ ਆਪਣਾ ਨਾਮ ਨਿਰਮਲਜੀਤ ਕੌਰ ਰੱਖ ਲਿਆ ਹੈ। (1181, 426, 1355, 469)
story-photo (685, 2024, 988, 2143)
list-item: ਮੈਂ ਸੰਤੋਖ ਸਿੰਘ ਪੁੱਤਰ ਦਰਸ਼ਨ ਸਿੰਘ ਵਾਸੀ ਪਿੰਡ ਕਾਲੇਕੇ ਦਾ ਮੇਰਾ ਪਾਸਪੋਰਟ ਗੁੰਮ ਹੋ ਗਿਆ ਹੈ। ਜੇਕਰ ਕਿਸੇ ਨੂੰ ਮਿਲੇ ਤਾਂ ਸੂਚਿਤ ਕਰੇ। (1181, 818, 1355, 861)
ad-reference: 411/C317/25-4/28/2025 (864, 1295, 982, 1306)
bedakhli-box (1179, 1151, 1357, 1236)
box-title: ਨਾਂਅ ਬਦਲੀ (1181, 1073, 1355, 1099)
office-line: ਦਫ਼ਤਰ ਵਧੀਕ ਨਿਗਰਾਨ ਇੰਜੀਨੀਅਰ ਵੰਡ ਹਲਕਾ, ਪਟਿਆਲਾ (691, 1139, 885, 1150)
list-item: I, AMANDEEP KAUR W/o SUNDEEP KUMAR R/o N-79, VPO KHOTHRAN, DISTT SHAHEED BHAGAT SINGH NAGAR, PUNJAB-144632 have changed the name of my minor daughter HASRAT KAUR AGE 05 YEARS and She Shall hereafter be known as HITAKSHI KUMARI. (997, 640, 1172, 748)
paragraph: ਨੂੰ ਲਾਗੂ ਕਰਨ ਲਈ ਟੀਮ ਵੱਲੋਂ ਲਗਾਤਾਰ ਚੈਕਿੰਗ ਕੀਤੀ ਜਾਵੇਗੀ। ਇਸ ਮੌਕੇ ਅਵਤਾਰ ਸਿੰਘ, ਬਲਜੀਤ ਸਿੰਘ ਆਦਿ ਮੌਜੂਦ ਸਨ। (450, 1127, 670, 1170)
story-pti-tank (685, 1319, 988, 1543)
headline: ਬੇਰੁਜ਼ਗਾਰ ਪੀਟੀਆਈ ਅਧਿਆਪਕ ਪਾਣੀ ਵਾਲੀ ਟੈਂਕੀ ਤੇ ਚੜੇ (685, 1319, 977, 1356)
tag-label: ਵਿਸ਼ੇਸ਼ (100, 1954, 125, 1966)
headline: ਚੇਅਰਮੈਨ ਮਾਣਿਕ ਮਹਿਤਾ ਨੇ ਵਡਾਲਾ ਗ੍ਰੰਥੀਆਂ ਦਾਣਾ ਮੰਡੀ ਦਾ ਦੌਰਾ ਕਰਕੇ ਖਰੀਦ ਤੇ ਚੁਕਾਈ ਪ੍ਰਬੰਧਾਂ ਦਾ ਲਿਆ ਜਾਇਜ਼ਾ (16, 1246, 669, 1360)
story-photo (213, 607, 440, 772)
list-item: ਮੈਂ ਕੁਲਵੰਤ ਕੌਰ ਪਤਨੀ ਸਵਰਗੀ ਗੁਰਚਰਨ ਸਿੰਘ ਵਾਸੀ ਮਕਾਨ ਨੰ:-1746 ਅੰਮ੍ਰਿਤਸਰ ਨੇ ਆਪਣੇ ਪੁੱਤਰ ਨੂੰ ਜਾਇਦਾਦ ਤੋਂ ਬੇਦਖਲ ਕਰ ਦਿੱਤਾ ਹੈ। ਉਸ ਨਾਲ ਲੈਣ ਦੇਣ ਕਰਨ ਵਾਲਾ ਖੁਦ ਜ਼ਿੰਮੇਵਾਰ ਹੋਵੇਗਾ। ਸਬੰਧਿਤ ਨੋਟ ਕਰਨ (1181, 537, 1355, 592)
byline-tag (16, 1528, 133, 1548)
news-column (16, 72, 677, 2361)
divider (16, 514, 677, 515)
tag-brand: ਪੰਜਾਬ ਟਾਇਮਜ਼ (460, 1878, 537, 1895)
list-item: ਮੈਂ VEERDAVINDER SINGH SIDHU ਪੁੱਤਰ AMARJEET SINGH ਵਾਸੀ ਮਕਾਨ ਨੰਬਰ 27517, ਗਲੀ ਨੰਬਰ 15, ਸੰਤ ਸਿੰਘ ਨਗਰ, ਬਠਿੰਡਾ, ਪੰਜਾਬ-151001 ਨੇ ਆਪਣਾ ਨਾਮ VEER-DAVINDER SINGH ਰੱਖ ਲਿਆ ਹੈ। (1181, 152, 1355, 219)
byline-tag (16, 1950, 133, 1970)
classifieds-col-2 (1179, 124, 1357, 1569)
story-photo (213, 948, 440, 1120)
public-notice-box (1363, 616, 1540, 701)
story-tobacco-act (16, 862, 677, 1228)
table-cell: ਟੈਂਡਰ ਖੋਲਣ ਦੀ ਮਿਤੀ: (692, 1255, 768, 1266)
bedakhli-box (1363, 124, 1540, 610)
list-item: ਮੈਂ ਕਸ਼ਮੀਰ ਕੌਰ ਪਤਨੀ ਜਸਵੰਤ ਸਿੰਘ ਵਾਸੀ ਮਕਾਨ ਨੰ. 174, ਸੈਕਟਰ 24-ਏ ਨੇ ਆਪਣੇ ਪੁੱਤਰ ਨੂੰ ਬੇਦਖਲ ਕਰ ਦਿੱਤਾ ਹੈ। (1365, 414, 1539, 457)
tag-label: ਵਿਸ਼ੇਸ਼ (100, 956, 125, 969)
list-item: ਮੈਂ ਸੁਖਵਿੰਦਰ ਸਿੰਘ ਪੁੱਤਰ ਮਹਿੰਦਰ ਸਿੰਘ ਵਾਸੀ ਪਿੰਡ ਕੋਟਲਾ ਨੇ ਮਿਤੀ 05/03/2021 ਨੂੰ ਜੋ ਬੇਦਖਲੀ ਨੋਟਿਸ ਦਿੱਤਾ ਸੀ ਉਸ ਨੂੰ ਰੱਦ ਕਰਦਾ ਹਾਂ। (1181, 929, 1355, 973)
lost-found-title: LOST & FOUND (685, 913, 988, 936)
jantak-notice-box (1179, 980, 1357, 1065)
box-title: ਬੇਦਖਲੀ ਨੋਟਿਸ (1181, 510, 1355, 537)
change-of-name-box (996, 1338, 1173, 1563)
story-photo (229, 1366, 447, 1523)
paragraph: ਬਟਾਲਾ, 28 ਅਪ੍ਰੈਲ (ਪਵਨ ਤਰੇਹਨ) ਸ. ਭਗਵੰਤ ਸਿੰਘ ਮਾਨ, ਮੁੱਖ ਮੰਤਰੀ ਪੰਜਾਬ ਦੀ ਯੋਗ ਅਗਵਾਈ ਹੇਠ ਪੰਜਾਬ ਸਰਕਾਰ ਸਿੱਖਿਆ ਦੇ ਖੇਤਰ ਵਿੱਚ ਕ੍ਰਾਂਤੀ ਪੱਧਰ 'ਤੇ ਕੰਮ ਕਰ ਰਹੀ ਹੈ, ਜਿਸਦੇ ਚੱਲਦਿਆਂ ਸਰਕਾਰੀ ਸਕੂਲਾਂ ਵਿੱਚ ਵਿਦਿਆਰਥੀਆਂ ਦੇ ਦਾਖ਼ਲੇ ਨੂੰ ਲੈ ਕੇ ਭਾਰੀ ਵਾਧਾ ਹੋਇਆ ਹੈ। ਇਨ੍ਹਾਂ ਗੱਲਾਂ ਦਾ ਪ੍ਰਗਟਾਵਾ ਵਿਧਾਇਕ ਅਤੇ ਕਾਰਜਕਾਰੀ ਪ੍ਰਧਾਨ ਆਮ ਆਦਮੀ ਪਾਰਟੀ ਪੰਜਾਬ, ਅਮਨਸ਼ੇਰ ਸਿੰਘ ਸ਼ੈਰੀ ਕਲਸੀ ਨੇ 'ਪੰਜਾਬ ਸਿੱਖਿਆ ਕ੍ਰਾਂਤੀ' ਤਹਿਤ ਵੱਖ-ਵੱਖ ਸਰਕਾਰੀ ਸਕੂਲਾਂ ਵਿੱਚ ਨਵੇਂ ਬਣੇ ਕਲਾਸ ਰੂਮਾਂ ਦਾ ਉਦਘਾਟਨ ਕਰਨ ਮੌਕੇ ਕੀਤਾ। (16, 218, 277, 339)
tender-number: Tender Enquiry No. 01/2025-26 (Short Tender) Date: 26-04-2025 (691, 1164, 973, 1187)
box-title: CHANGE OF NAME (997, 126, 1172, 152)
box-title: ਬੇਦਖਲੀ ਰੱਦ (1181, 903, 1355, 929)
tag-brand: ਪੰਜਾਬ ਟਾਇਮਜ਼ (17, 191, 94, 209)
paragraph: ਬਟਾਲਾ, 28 ਅਪ੍ਰੈਲ (ਪਵਨ ਤਰੇਹਨ) ਕਣਕ ਦੇ ਚੱਲ ਰਹੇ ਖਰੀਦ ਸੀਜਨ ਦੌਰਾਨ ਚੇਅਰਮੈਨ ਮਾਰਕਿਟ ਕਮੇਟੀ ਮਾਣਿਕ ਮਹਿਤਾ ਨੇ ਵਡਾਲਾ ਗ੍ਰੰਥੀਆਂ ਦਾਣਾ ਮੰਡੀ ਦਾ ਦੌਰਾ ਕਰਕੇ ਖਰੀਦ ਤੇ ਚੁਕਾਈ ਪ੍ਰਬੰਧਾਂ ਦਾ ਜਾਇਜ਼ਾ ਲਿਆ। (16, 1556, 216, 1631)
list-item: I, Paramjit Batti Alias Parm Jeet S/O Ram Chand R/O Vill-Sawahwala, District Fazilka, Punjab-152024; Have Changed My Name To Param Jeet. (997, 211, 1172, 282)
table-cell: Rs. 1180/- (827, 1269, 881, 1280)
story-school-admissions (16, 72, 677, 507)
tag-brand: ਪੰਜਾਬ ਟਾਇਮਜ਼ (17, 954, 94, 971)
cmyk-marks-left: CMYK (16, 5, 52, 16)
tag-brand: ਪੰਜਾਬ ਟਾਇਮਜ਼ (17, 1951, 94, 1968)
divider (16, 1234, 677, 1236)
tubewell-title: ਟਿਊਬਵੈੱਲ ਕੁਨੈਕਸ਼ਨ ਨਾਂਅ ਦੀ ਬਦਲੀ (722, 426, 951, 446)
classifieds-section: ਕਲਾਸੀਫਾਈਡ/ਇਸ਼ਤਿਹਾਰ (1177, 72, 1540, 118)
paragraph: ਪੀ.ਪੀ.ਐਸ ਪੁਲਿਸ ਕਪਤਾਨ ਸਬ ਡਵੀਜ਼ਨ ਦੀ ਅਗਵਾਈ ਵਿੱਚ ਜੇਲ੍ਹ ਦੀਆਂ ਬੈਰਕਾਂ ਦੀ ਚੈਕਿੰਗ ਕੀਤੀ ਗਈ ਅਤੇ ਸ਼ੱਕੀ ਸਮਾਨ ਦੀ ਜਾਂਚ ਕੀਤੀ ਗਈ। (685, 2221, 965, 2245)
paragraph: ਅੰਮ੍ਰਿਤਸਰ, 28 ਅਪ੍ਰੈਲ (ਪੰਜਾਬ ਟਾਇਮਜ਼ ਬਿਊਰੋ)- ਸ਼੍ਰੋਮਣੀ ਗੁਰਦੁਆਰਾ ਪ੍ਰਬੰਧਕ ਕਮੇਟੀ ਦੇ ਧਰਮ ਪ੍ਰਚਾਰ ਕਮੇਟੀ ਵੱਲੋਂ ਨਵੰਬਰ 2024 ਵਿਚ ਲਈ ਗਈ ਧਾਰਮਿਕ ਪ੍ਰੀਖਿਆ ਦਾ ਨਤੀਜਾ ਅੱਜ ਸ਼੍ਰੋਮਣੀ ਕਮੇਟੀ ਦੇ ਪ੍ਰਧਾਨ ਐਡਵੋਕੇਟ ਹਰਜਿੰਦਰ ਸਿੰਘ ਧਾਮੀ ਨੇ ਜਾਰੀ ਕੀਤਾ। (16, 1978, 208, 2068)
byline-tag (16, 952, 133, 973)
website-link[interactable]: www.pspcl.in (691, 1282, 759, 1293)
lightning-logo-icon: ⚡ (691, 1095, 727, 1130)
list-item: ਇੱਕ ਟਿਊਬਵੈੱਲ ਕੁਨੈਕਸ਼ਨ ਖਾਤਾ ਨੰ: ਏ.ਜੇ. 94-ਏ ਜੋ ਸੁਖਦੇਵ ਸਿੰਘ ਦੇ ਨਾਂ ਹੈ, ਇਸ ਨੂੰ ਵਾਰਸ ਦੇ ਨਾਂ ਕਰਵਾਉਣਾ ਹੈ। (685, 612, 988, 643)
story-photo (229, 1819, 447, 1945)
list-item: ਮੈਂ ਰਾਜਪਾਲ ਕੌਰ ਪਤਨੀ ਸਵ: ਗੁਰਮੀਤ ਸਿੰਘ ਵਾਸੀ ਪਿੰਡ ਬਾਗੜੀਆਂ ਨੇ ਆਪਣੇ ਪੁੱਤਰ ਨੂੰ ਚੱਲ ਅਤੇ ਅਚੱਲ ਜਾਇਦਾਦ ਤੋਂ ਬੇਦਖਲ ਕਰ ਦਿੱਤਾ ਹੈ। ਸਬੰਧਿਤ ਨੋਟ ਕਰਨ (1181, 1179, 1355, 1234)
